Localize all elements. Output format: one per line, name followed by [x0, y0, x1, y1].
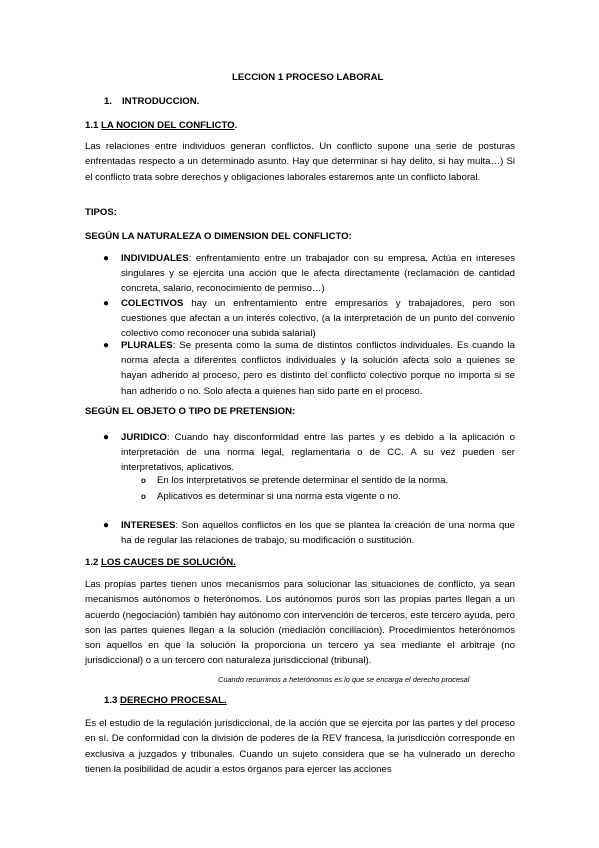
label-tipos: TIPOS: [85, 207, 117, 218]
bullet-icon: ● [103, 298, 110, 309]
heading-nocion-conflicto [85, 119, 237, 133]
list-item-intereses [121, 518, 515, 548]
term: INDIVIDUALES [121, 253, 189, 264]
sub-item-interpretativos: En los interpretativos se pretende determinar el sentido de la norma. [157, 475, 449, 486]
heading-label: DERECHO PROCESAL. [120, 695, 227, 706]
heading-introduccion [104, 95, 199, 109]
list-item-juridico [121, 430, 515, 476]
heading-number: 1.3 [104, 695, 121, 706]
list-item-individuales [121, 251, 515, 297]
bullet-icon: ● [103, 340, 110, 351]
heading-segun-objeto: SEGÚN EL OBJETO O TIPO DE PRETENSION: [85, 406, 296, 417]
paragraph-conflicto: Las relaciones entre individuos generan conflictos. Un conflicto supone una serie de posturas enfrentadas respecto a un determinado asunto. Hay que determinar si hay delito, si hay multa…) Si el conflicto trata sobre derechos y obligaciones laborales estaremos ante un conflicto laboral. [85, 141, 515, 183]
heading-number: 1. [104, 96, 113, 107]
definition: hay un enfrentamiento entre empresarios y trabajadores, pero son cuestiones que afectan a un interés colectivo, (a la interpretación de un punto del convenio colectivo como reconocer una subida salarial) [121, 298, 515, 340]
heading-dot: . [234, 120, 238, 131]
heading-segun-naturaleza: SEGÚN LA NATURALEZA O DIMENSION DEL CONFLICTO: [85, 231, 352, 242]
heading-label: INTRODUCCION. [122, 96, 200, 107]
definition: : enfrentamiento entre un trabajador con su empresa. Actúa en intereses singulares y se ejercita una acción que le afecta directamente (reclamación de cantidad concreta, salario, reconocimiento de permiso…) [121, 253, 515, 295]
heading-label: LOS CAUCES DE SOLUCIÓN. [101, 557, 236, 568]
bullet-icon: ● [103, 253, 110, 264]
page-title: LECCION 1 PROCESO LABORAL [232, 72, 384, 83]
sub-bullet-icon: o [141, 476, 146, 485]
heading-number: 1.2 [85, 557, 102, 568]
italic-note: Cuando recurrimos a heterónomos es lo que se encarga el derecho procesal [218, 675, 470, 684]
bullet-icon: ● [103, 520, 110, 531]
definition: : Son aquellos conflictos en los que se plantea la creación de una norma que ha de regular las relaciones de trabajo, su modificación o sustitución. [121, 520, 515, 547]
term: INTERESES [121, 520, 176, 531]
term: JURIDICO [121, 432, 167, 443]
term: COLECTIVOS [121, 298, 184, 309]
paragraph-cauces: Las propias partes tienen unos mecanismos para solucionar las situaciones de conflicto, ya sean mecanismos autónomos o heterónomos. Los autónomos puros son las propias partes llegan a un acuerdo (negociación) también hay autónomo con intervención de terceros, este tercero ayuda, pero son las partes quienes llegan a la solución (mediación conciliación). Procedimientos heterónomos son aquellos en que la solución la proporciona un tercero ya sea mediante el arbitraje (no jurisdiccional) o a un tercero con naturaleza jurisdiccional (tribunal). [85, 579, 515, 667]
heading-cauces-solucion [85, 556, 236, 570]
definition: : Cuando hay disconformidad entre las partes y es debido a la aplicación o interpretación de una norma legal, reglamentaria o de CC. A su vez pueden ser interpretativos, aplicativos. [121, 432, 515, 474]
list-item-colectivos [121, 296, 515, 342]
list-item-plurales [121, 338, 515, 399]
paragraph-derecho-procesal: Es el estudio de la regulación jurisdiccional, de la acción que se ejercita por las partes y del proceso en sí. De conformidad con la división de poderes de la REV francesa, la jurisdicción corresponde en exclusiva a juzgados y tribunales. Cuando un sujeto considera que se ha vulnerado un derecho tienen la posibilidad de acudir a estos órganos para ejercer las acciones [85, 718, 515, 775]
term: PLURALES [121, 340, 173, 351]
heading-number: 1.1 [85, 120, 102, 131]
definition: : Se presenta como la suma de distintos conflictos individuales. Es cuando la norma afecta a diferentes conflictos individuales y la solución afecta solo a quienes se hayan adherido al proceso, pero es distinto del conflicto colectivo porque no importa si se han adherido o no. Solo afecta a quienes han sido parte en el proceso. [121, 340, 515, 397]
heading-label: LA NOCION DEL CONFLICTO [101, 120, 235, 131]
heading-derecho-procesal [104, 694, 227, 708]
sub-item-aplicativos: Aplicativos es determinar si una norma esta vigente o no. [157, 491, 401, 502]
bullet-icon: ● [103, 432, 110, 443]
sub-bullet-icon: o [141, 492, 146, 501]
